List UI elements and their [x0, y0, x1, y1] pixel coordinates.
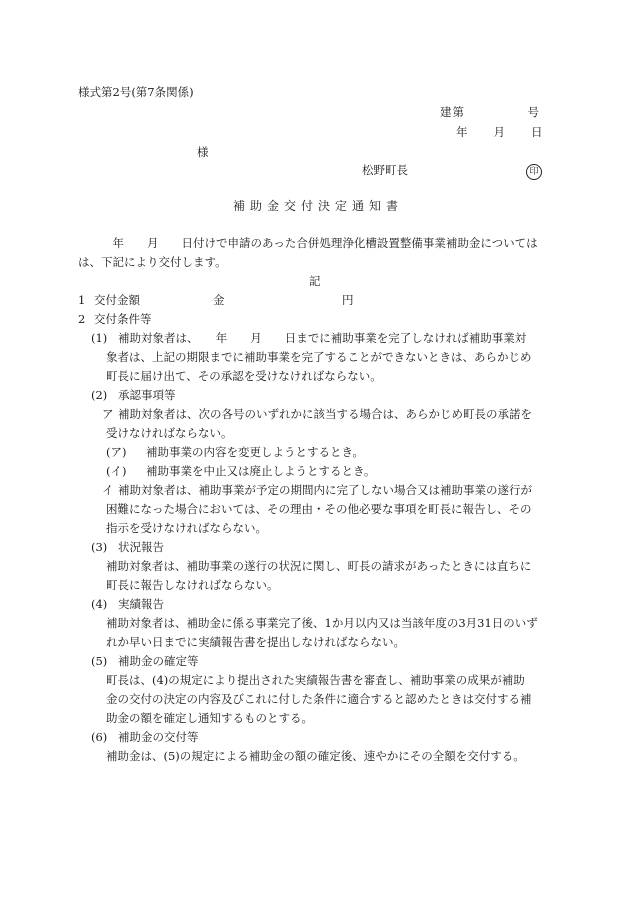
- item-6-line: 補助金は、(5)の規定による補助金の額の確定後、速やかにその全額を交付する。: [106, 749, 525, 763]
- item-3-number: (3): [91, 540, 108, 554]
- item-2a-line: 受けなければならない。: [106, 426, 233, 440]
- item-5-title: 補助金の確定等: [118, 654, 199, 668]
- item-2i-mark: イ: [102, 483, 114, 497]
- item-4-title: 実績報告: [118, 597, 164, 611]
- item-5-line: 金の交付の決定の内容及びこれに付した条件に適合すると認めたときは交付する補: [106, 692, 532, 706]
- item-4-number: (4): [91, 597, 108, 611]
- item-6-number: (6): [91, 730, 108, 744]
- item-5-line: 助金の額を確定し通知するものとする。: [106, 711, 313, 725]
- item-3-title: 状況報告: [118, 540, 164, 554]
- item-2i-line: 困難になった場合においては、その理由・その他必要な事項を町長に報告し、その: [106, 502, 532, 516]
- amount-kin: 金: [213, 293, 225, 307]
- item-2i-line: 指示を受けなければならない。: [106, 521, 267, 535]
- item-3-line: 町長に報告しなければならない。: [106, 578, 279, 592]
- item-2a-sub-mark: (ア): [106, 445, 127, 459]
- ki-heading: 記: [309, 274, 321, 288]
- seal-icon: [526, 161, 542, 180]
- item-1-line: 町長に届け出て、その承認を受けなければならない。: [106, 369, 382, 383]
- section-2-label: 交付条件等: [94, 312, 152, 326]
- document-title: 補助金交付決定通知書: [233, 199, 404, 213]
- section-2-number: 2: [78, 312, 86, 326]
- item-2-number: (2): [91, 388, 108, 402]
- amount-en: 円: [342, 293, 354, 307]
- section-1-number: 1: [78, 293, 86, 307]
- item-2a-sub-text: 補助事業を中止又は廃止しようとするとき。: [146, 464, 376, 478]
- intro-line-2: は、下記により交付します。: [78, 255, 227, 269]
- form-label: 様式第2号(第7条関係): [78, 85, 194, 99]
- seal-mark: 印: [526, 164, 542, 180]
- item-5-number: (5): [91, 654, 108, 668]
- item-1-line: 補助対象者は、 年 月 日までに補助事業を完了しなければ補助事業対: [118, 331, 527, 345]
- document-date: 年 月 日: [456, 125, 544, 139]
- item-1-number: (1): [91, 331, 108, 345]
- item-4-line: れか早い日までに実績報告書を提出しなければならない。: [106, 635, 405, 649]
- item-1-line: 象者は、上記の期限までに補助事業を完了することができないときは、あらかじめ: [106, 350, 532, 364]
- item-3-line: 補助対象者は、補助事業の遂行の状況に関し、町長の請求があったときには直ちに: [106, 559, 532, 573]
- document-number: 建第 号: [440, 105, 540, 119]
- item-5-line: 町長は、(4)の規定により提出された実績報告書を審査し、補助事業の成果が補助: [106, 673, 525, 687]
- item-6-title: 補助金の交付等: [118, 730, 199, 744]
- issuer-name: 松野町長: [362, 163, 408, 177]
- item-2a-mark: ア: [102, 407, 114, 421]
- item-4-line: 補助対象者は、補助金に係る事業完了後、1か月以内又は当該年度の3月31日のいず: [106, 616, 538, 630]
- section-1-label: 交付金額: [94, 293, 140, 307]
- item-2a-sub-text: 補助事業の内容を変更しようとするとき。: [146, 445, 365, 459]
- intro-line-1: 年 月 日付けで申請のあった合併処理浄化槽設置整備事業補助金については: [78, 236, 538, 250]
- item-2-title: 承認事項等: [118, 388, 176, 402]
- item-2a-sub-mark: (イ): [106, 464, 127, 478]
- addressee-sama: 様: [197, 145, 209, 159]
- item-2i-line: 補助対象者は、補助事業が予定の期間内に完了しない場合又は補助事業の遂行が: [118, 483, 532, 497]
- item-2a-line: 補助対象者は、次の各号のいずれかに該当する場合は、あらかじめ町長の承諾を: [118, 407, 532, 421]
